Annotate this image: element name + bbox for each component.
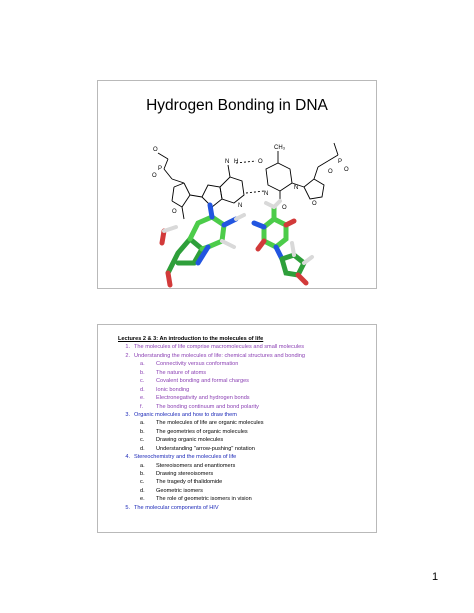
outline-item-text: Electronegativity and hydrogen bonds [156,395,250,402]
stick-model [162,201,312,285]
outline-item-number: c. [140,479,145,486]
outline-item [118,445,373,453]
outline-item [118,436,373,444]
outline-item [118,343,373,351]
outline-item-number: c. [140,437,145,444]
outline-item-text: The molecules of life comprise macromolecules and small molecules [134,344,305,351]
outline-item-text: Geometric isomers [156,487,203,494]
outline-item-text: The molecular components of HIV [134,504,219,511]
atom-o: O [282,205,287,211]
outline-item [118,495,373,503]
outline-item-number: b. [140,428,145,435]
outline-item [118,352,373,360]
outline-list [118,343,373,512]
outline-item-text: The bonding continuum and bond polarity [156,403,259,410]
outline-item [118,504,373,512]
atom-o: O [328,169,333,175]
outline-item-text: Covalent bonding and formal charges [156,378,249,385]
atom-n: N [264,191,269,197]
outline-item-number: a. [140,361,145,368]
skeletal-structure [158,143,338,219]
outline-item [118,478,373,486]
outline-item-text: Connectivity versus conformation [156,361,239,368]
outline-item-number: c. [140,378,145,385]
outline-item-text: Drawing stereoisomers [156,471,214,478]
outline-item [118,470,373,478]
outline-item-number: b. [140,471,145,478]
outline-item [118,386,373,394]
outline-item-number: b. [140,369,145,376]
outline-item-text: Ionic bonding [156,386,190,393]
atom-n: N [238,203,243,209]
outline-item [118,369,373,377]
outline-item-text: Organic molecules and how to draw them [134,411,237,418]
outline-item [118,360,373,368]
atom-p: P [158,166,163,172]
outline-item-number: e. [140,395,145,402]
outline-item-text: The tragedy of thalidomide [156,479,223,486]
outline-item-text: The geometries of organic molecules [156,428,248,435]
page-number: 1 [432,571,439,583]
outline-item-text: The molecules of life are organic molecules [156,420,264,427]
outline-item-number: 1. [125,344,130,351]
outline-item-number: 3. [125,411,130,418]
dna-base-pair-figure [98,123,378,288]
atom-o: O [153,147,158,153]
outline-item-number: d. [140,386,145,393]
slide-hydrogen-bonding [97,80,377,289]
lecture-outline [118,335,373,512]
outline-item [118,411,373,419]
outline-item [118,453,373,461]
outline-item [118,403,373,411]
outline-item-number: d. [140,445,145,452]
outline-item [118,487,373,495]
outline-item-number: a. [140,420,145,427]
outline-item [118,419,373,427]
atom-n: N [209,207,214,213]
outline-item-number: 5. [125,504,130,511]
atom-ch3: CH₃ [274,145,286,151]
outline-item [118,394,373,402]
atom-labels [152,145,349,215]
outline-item [118,462,373,470]
outline-item-text: Understanding the molecules of life: chemical structures and bonding [134,352,306,359]
outline-item-text: The role of geometric isomers in vision [156,496,252,503]
outline-item [118,377,373,385]
outline-item-number: a. [140,462,145,469]
atom-o: O [152,173,157,179]
atom-o: O [344,167,349,173]
outline-item-text: Stereoisomers and enantiomers [156,462,236,469]
atom-p: P [338,159,343,165]
slide-title: Hydrogen Bonding in DNA [146,97,328,114]
atom-o: O [312,201,317,207]
atom-o: O [258,159,263,165]
atom-h: H [234,159,239,165]
outline-item-text: Stereochemistry and the molecules of life [134,454,237,461]
outline-item-text: The nature of atoms [156,369,207,376]
outline-item-number: f. [140,403,144,410]
atom-o: O [172,209,177,215]
outline-item-number: d. [140,487,145,494]
outline-item-number: e. [140,496,145,503]
slide-lecture-outline [97,324,377,533]
outline-item-number: 2. [125,352,130,359]
outline-item-text: Understanding "arrow-pushing" notation [156,445,255,452]
outline-heading: Lectures 2 & 3: An introduction to the molecules of life [118,336,264,342]
outline-item-number: 4. [125,454,130,461]
outline-item [118,428,373,436]
outline-item-text: Drawing organic molecules [156,437,224,444]
atom-n: N [294,185,299,191]
atom-n: N [225,159,230,165]
